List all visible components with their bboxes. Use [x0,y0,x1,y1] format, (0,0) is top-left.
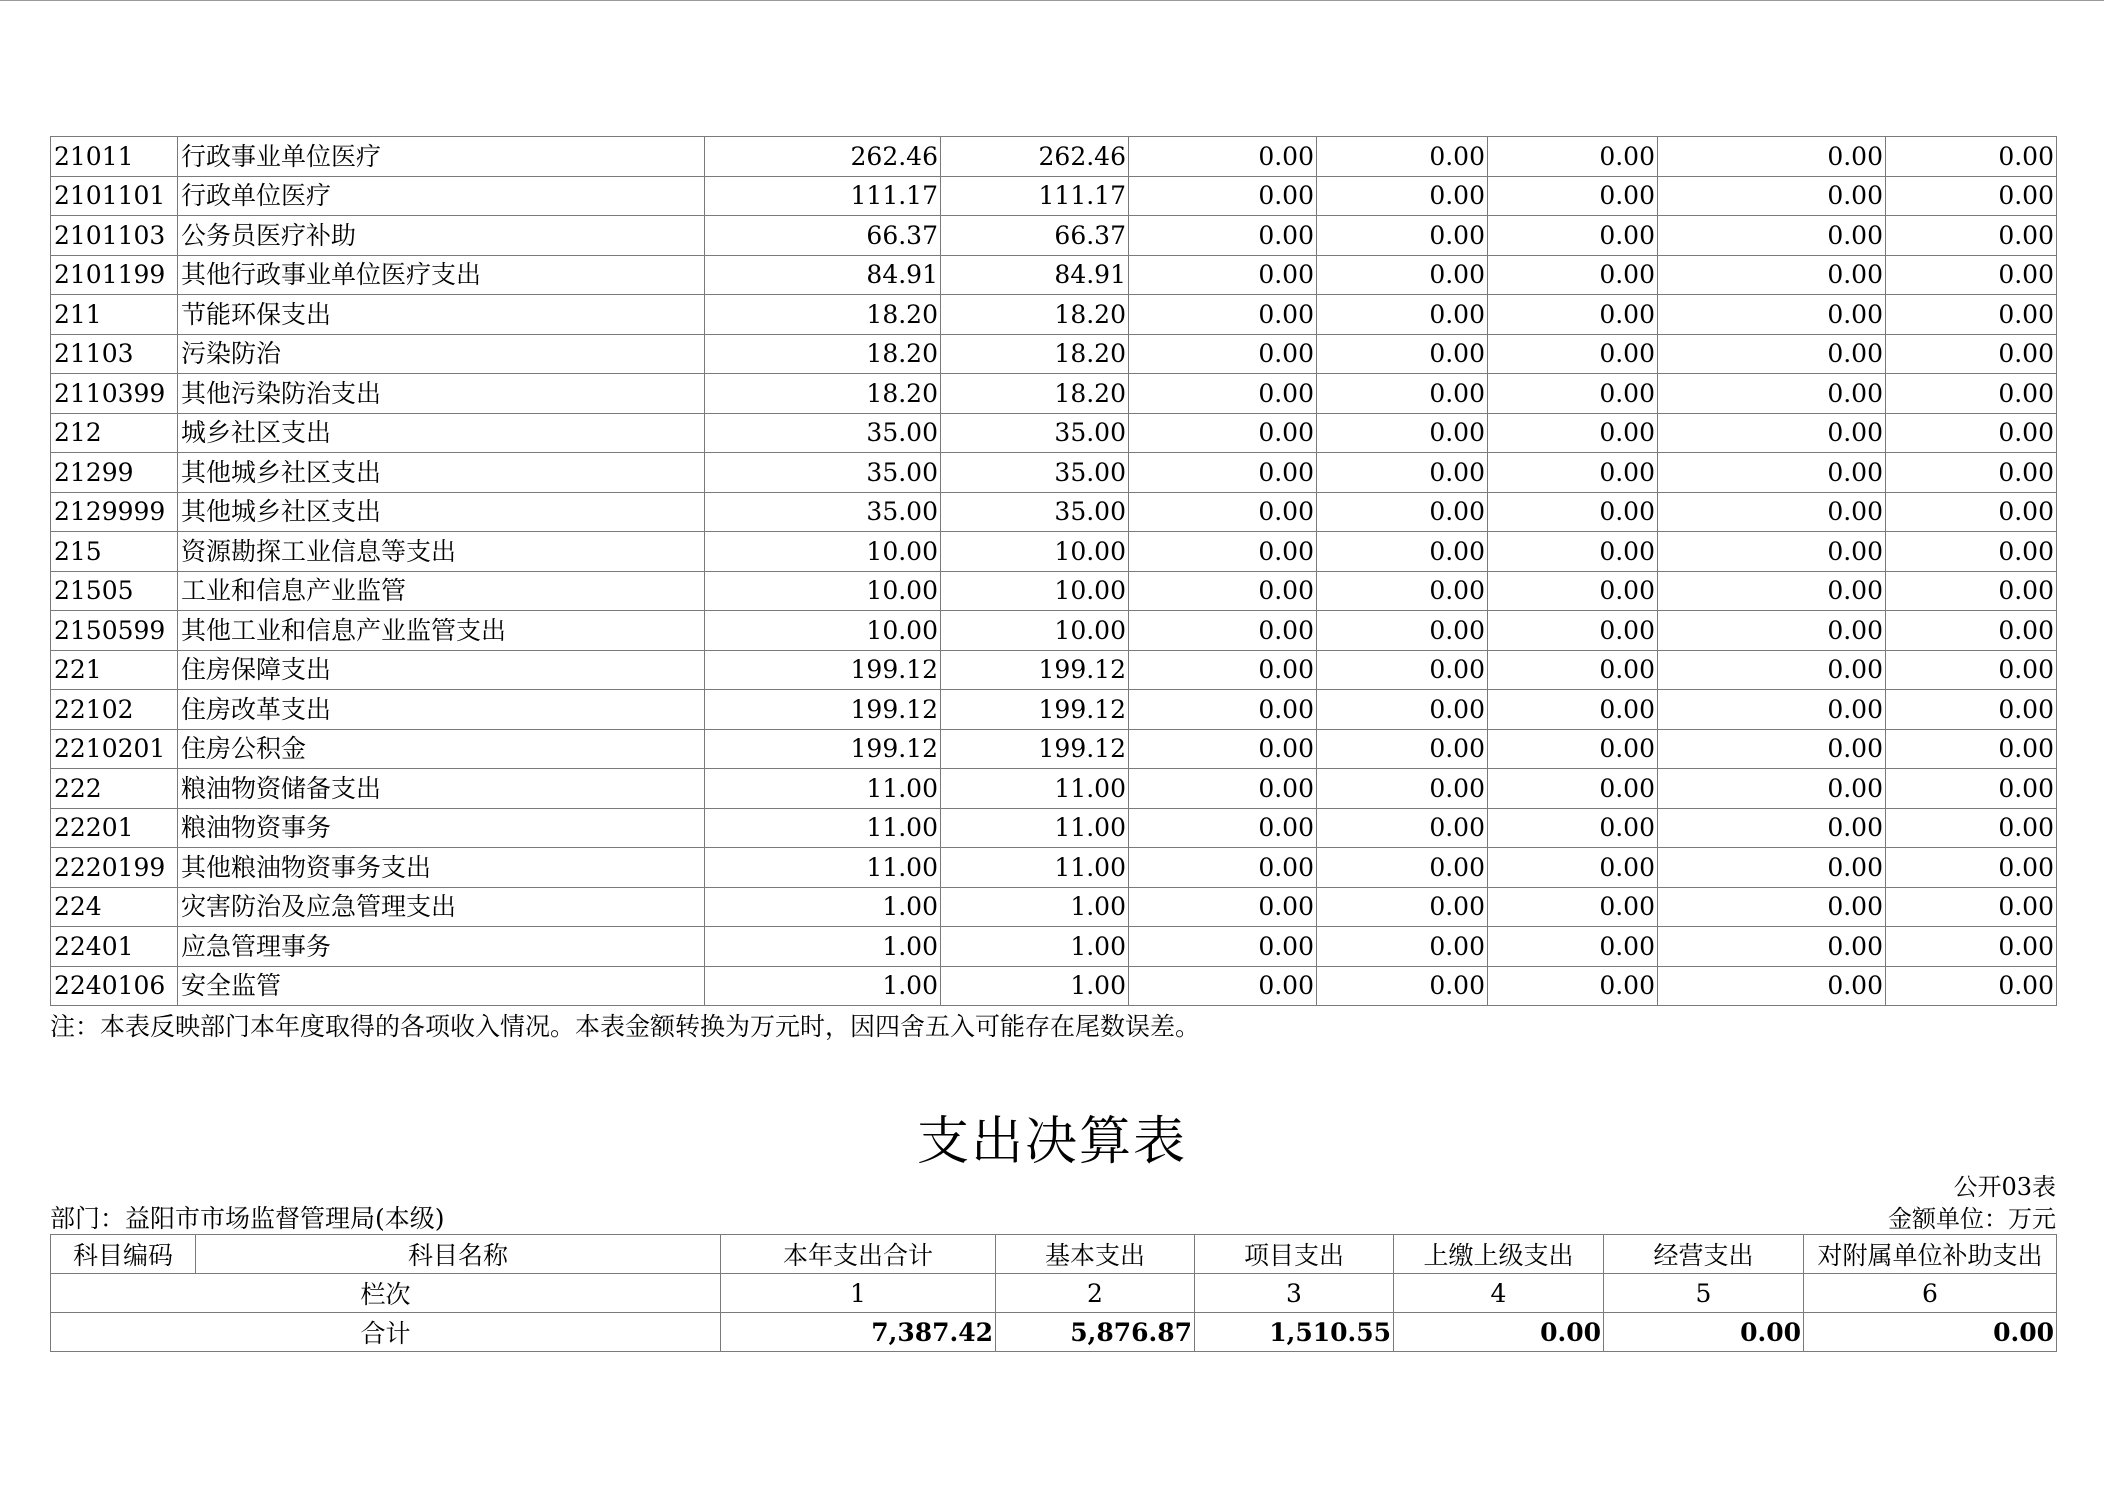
total-subsidy: 0.00 [1804,1313,2057,1352]
cell-col6: 0.00 [1658,650,1886,690]
cell-col4: 0.00 [1317,374,1488,414]
cell-col4: 0.00 [1317,571,1488,611]
cell-col3: 0.00 [1129,927,1317,967]
cell-col7: 0.00 [1886,374,2057,414]
cell-col3: 0.00 [1129,413,1317,453]
cell-code: 224 [51,887,178,927]
cell-total: 11.00 [705,769,941,809]
cell-col6: 0.00 [1658,927,1886,967]
cell-col7: 0.00 [1886,216,2057,256]
cell-fiscal: 18.20 [941,374,1129,414]
header-total: 本年支出合计 [721,1235,996,1274]
cell-total: 111.17 [705,176,941,216]
cell-col4: 0.00 [1317,808,1488,848]
cell-col6: 0.00 [1658,966,1886,1006]
cell-fiscal: 111.17 [941,176,1129,216]
cell-fiscal: 10.00 [941,532,1129,572]
cell-col4: 0.00 [1317,650,1488,690]
total-label: 合计 [51,1313,721,1352]
cell-total: 18.20 [705,334,941,374]
table-row [51,255,2057,295]
cell-total: 10.00 [705,611,941,651]
cell-col4: 0.00 [1317,611,1488,651]
cell-col4: 0.00 [1317,176,1488,216]
cell-fiscal: 10.00 [941,611,1129,651]
cell-col4: 0.00 [1317,690,1488,730]
cell-total: 1.00 [705,966,941,1006]
cell-name: 行政事业单位医疗 [178,137,705,177]
cell-name: 灾害防治及应急管理支出 [178,887,705,927]
cell-code: 22201 [51,808,178,848]
table-row [51,927,2057,967]
table-row [51,769,2057,809]
cell-code: 222 [51,769,178,809]
amount-unit-label: 金额单位：万元 [1888,1205,2056,1233]
cell-col7: 0.00 [1886,334,2057,374]
cell-col6: 0.00 [1658,887,1886,927]
table-row [51,216,2057,256]
department-label: 部门：益阳市市场监督管理局(本级) [50,1204,445,1233]
cell-name: 安全监管 [178,966,705,1006]
total-project: 1,510.55 [1195,1313,1394,1352]
cell-col4: 0.00 [1317,453,1488,493]
cell-col5: 0.00 [1488,927,1658,967]
cell-code: 2210201 [51,729,178,769]
cell-col3: 0.00 [1129,492,1317,532]
cell-col7: 0.00 [1886,176,2057,216]
cell-total: 199.12 [705,729,941,769]
cell-col5: 0.00 [1488,848,1658,888]
cell-total: 84.91 [705,255,941,295]
cell-code: 2101101 [51,176,178,216]
cell-name: 其他城乡社区支出 [178,453,705,493]
cell-total: 18.20 [705,295,941,335]
cell-col6: 0.00 [1658,413,1886,453]
cell-col7: 0.00 [1886,887,2057,927]
cell-col4: 0.00 [1317,413,1488,453]
cell-col6: 0.00 [1658,374,1886,414]
table-row [51,808,2057,848]
cell-col3: 0.00 [1129,453,1317,493]
total-expense: 7,387.42 [721,1313,996,1352]
cell-col7: 0.00 [1886,571,2057,611]
cell-name: 节能环保支出 [178,295,705,335]
table-row [51,453,2057,493]
cell-total: 10.00 [705,571,941,611]
cell-code: 221 [51,650,178,690]
cell-col7: 0.00 [1886,808,2057,848]
cell-col3: 0.00 [1129,650,1317,690]
cell-col3: 0.00 [1129,808,1317,848]
column-number-4: 4 [1394,1274,1604,1313]
table-row [51,848,2057,888]
cell-total: 35.00 [705,492,941,532]
header-subsidy: 对附属单位补助支出 [1804,1235,2057,1274]
cell-fiscal: 11.00 [941,848,1129,888]
cell-col5: 0.00 [1488,966,1658,1006]
cell-col6: 0.00 [1658,255,1886,295]
header-project: 项目支出 [1195,1235,1394,1274]
cell-col4: 0.00 [1317,927,1488,967]
cell-col7: 0.00 [1886,611,2057,651]
cell-col7: 0.00 [1886,769,2057,809]
table-row [51,887,2057,927]
cell-fiscal: 35.00 [941,492,1129,532]
cell-code: 22401 [51,927,178,967]
cell-col5: 0.00 [1488,690,1658,730]
cell-col6: 0.00 [1658,453,1886,493]
table-row [51,374,2057,414]
cell-code: 215 [51,532,178,572]
cell-name: 污染防治 [178,334,705,374]
cell-col7: 0.00 [1886,295,2057,335]
cell-total: 11.00 [705,848,941,888]
cell-col5: 0.00 [1488,295,1658,335]
cell-fiscal: 84.91 [941,255,1129,295]
table-row [51,295,2057,335]
cell-col5: 0.00 [1488,334,1658,374]
cell-col7: 0.00 [1886,453,2057,493]
cell-total: 1.00 [705,927,941,967]
cell-name: 应急管理事务 [178,927,705,967]
cell-total: 262.46 [705,137,941,177]
cell-col6: 0.00 [1658,571,1886,611]
cell-col3: 0.00 [1129,769,1317,809]
column-number-2: 2 [996,1274,1195,1313]
header-superior: 上缴上级支出 [1394,1235,1604,1274]
column-number-label: 栏次 [51,1274,721,1313]
cell-col3: 0.00 [1129,887,1317,927]
cell-name: 粮油物资事务 [178,808,705,848]
cell-col5: 0.00 [1488,374,1658,414]
cell-col5: 0.00 [1488,769,1658,809]
cell-name: 行政单位医疗 [178,176,705,216]
cell-col5: 0.00 [1488,611,1658,651]
page-title: 支出决算表 [916,1112,1187,1172]
cell-col7: 0.00 [1886,255,2057,295]
cell-col4: 0.00 [1317,137,1488,177]
cell-col5: 0.00 [1488,808,1658,848]
cell-col5: 0.00 [1488,255,1658,295]
cell-name: 资源勘探工业信息等支出 [178,532,705,572]
cell-col7: 0.00 [1886,927,2057,967]
column-number-1: 1 [721,1274,996,1313]
cell-code: 21505 [51,571,178,611]
cell-code: 2101199 [51,255,178,295]
cell-total: 10.00 [705,532,941,572]
cell-code: 21011 [51,137,178,177]
column-number-5: 5 [1604,1274,1804,1313]
cell-col7: 0.00 [1886,729,2057,769]
expense-table [50,1234,2057,1352]
column-number-6: 6 [1804,1274,2057,1313]
cell-col7: 0.00 [1886,492,2057,532]
cell-col7: 0.00 [1886,966,2057,1006]
table-row [51,690,2057,730]
cell-col3: 0.00 [1129,216,1317,256]
total-basic: 5,876.87 [996,1313,1195,1352]
cell-col5: 0.00 [1488,887,1658,927]
cell-fiscal: 18.20 [941,295,1129,335]
cell-col5: 0.00 [1488,571,1658,611]
cell-col4: 0.00 [1317,492,1488,532]
cell-col6: 0.00 [1658,532,1886,572]
cell-col7: 0.00 [1886,532,2057,572]
cell-col3: 0.00 [1129,334,1317,374]
cell-col5: 0.00 [1488,413,1658,453]
cell-col4: 0.00 [1317,295,1488,335]
cell-fiscal: 1.00 [941,966,1129,1006]
table-row [51,729,2057,769]
cell-name: 粮油物资储备支出 [178,769,705,809]
cell-total: 35.00 [705,413,941,453]
cell-col4: 0.00 [1317,887,1488,927]
cell-col6: 0.00 [1658,216,1886,256]
total-superior: 0.00 [1394,1313,1604,1352]
total-row [51,1313,2057,1352]
cell-code: 22102 [51,690,178,730]
cell-code: 2101103 [51,216,178,256]
cell-col3: 0.00 [1129,848,1317,888]
cell-total: 18.20 [705,374,941,414]
cell-col6: 0.00 [1658,611,1886,651]
cell-col5: 0.00 [1488,137,1658,177]
table-row [51,334,2057,374]
table-row [51,966,2057,1006]
cell-fiscal: 1.00 [941,927,1129,967]
cell-col5: 0.00 [1488,532,1658,572]
column-number-3: 3 [1195,1274,1394,1313]
cell-total: 35.00 [705,453,941,493]
header-business: 经营支出 [1604,1235,1804,1274]
cell-col3: 0.00 [1129,611,1317,651]
cell-code: 2240106 [51,966,178,1006]
form-number: 公开03表 [1953,1173,2056,1201]
cell-fiscal: 66.37 [941,216,1129,256]
cell-fiscal: 11.00 [941,808,1129,848]
header-name: 科目名称 [196,1235,721,1274]
cell-fiscal: 18.20 [941,334,1129,374]
cell-col5: 0.00 [1488,216,1658,256]
cell-total: 66.37 [705,216,941,256]
expense-header-row [51,1235,2057,1274]
cell-name: 其他污染防治支出 [178,374,705,414]
cell-col4: 0.00 [1317,216,1488,256]
cell-fiscal: 1.00 [941,887,1129,927]
cell-col3: 0.00 [1129,532,1317,572]
cell-col4: 0.00 [1317,255,1488,295]
cell-col6: 0.00 [1658,769,1886,809]
cell-code: 211 [51,295,178,335]
cell-col6: 0.00 [1658,492,1886,532]
cell-code: 2220199 [51,848,178,888]
cell-total: 11.00 [705,808,941,848]
cell-name: 住房保障支出 [178,650,705,690]
cell-col4: 0.00 [1317,966,1488,1006]
cell-col6: 0.00 [1658,690,1886,730]
table-row [51,492,2057,532]
cell-code: 2129999 [51,492,178,532]
cell-col3: 0.00 [1129,966,1317,1006]
cell-fiscal: 11.00 [941,769,1129,809]
header-basic: 基本支出 [996,1235,1195,1274]
cell-col6: 0.00 [1658,295,1886,335]
cell-col5: 0.00 [1488,650,1658,690]
cell-code: 212 [51,413,178,453]
cell-name: 其他工业和信息产业监管支出 [178,611,705,651]
cell-fiscal: 35.00 [941,453,1129,493]
total-business: 0.00 [1604,1313,1804,1352]
cell-fiscal: 10.00 [941,571,1129,611]
cell-fiscal: 199.12 [941,729,1129,769]
table-row [51,176,2057,216]
table-row [51,571,2057,611]
table-row [51,611,2057,651]
cell-fiscal: 35.00 [941,413,1129,453]
header-code: 科目编码 [51,1235,196,1274]
cell-col7: 0.00 [1886,848,2057,888]
cell-col7: 0.00 [1886,413,2057,453]
cell-col7: 0.00 [1886,650,2057,690]
cell-col4: 0.00 [1317,848,1488,888]
cell-name: 住房改革支出 [178,690,705,730]
cell-code: 21299 [51,453,178,493]
cell-total: 1.00 [705,887,941,927]
cell-name: 其他行政事业单位医疗支出 [178,255,705,295]
cell-fiscal: 262.46 [941,137,1129,177]
cell-col6: 0.00 [1658,176,1886,216]
cell-name: 其他粮油物资事务支出 [178,848,705,888]
table-row [51,137,2057,177]
table-note: 注：本表反映部门本年度取得的各项收入情况。本表金额转换为万元时，因四舍五入可能存在尾数误差。 [50,1012,1201,1041]
cell-col5: 0.00 [1488,453,1658,493]
cell-col4: 0.00 [1317,334,1488,374]
cell-total: 199.12 [705,690,941,730]
cell-col3: 0.00 [1129,690,1317,730]
cell-name: 城乡社区支出 [178,413,705,453]
cell-col5: 0.00 [1488,729,1658,769]
cell-col7: 0.00 [1886,690,2057,730]
table-row [51,532,2057,572]
table-row [51,413,2057,453]
cell-code: 2150599 [51,611,178,651]
cell-name: 公务员医疗补助 [178,216,705,256]
cell-name: 住房公积金 [178,729,705,769]
cell-col3: 0.00 [1129,295,1317,335]
cell-col3: 0.00 [1129,571,1317,611]
cell-col6: 0.00 [1658,729,1886,769]
cell-col4: 0.00 [1317,729,1488,769]
cell-col3: 0.00 [1129,374,1317,414]
income-table [50,136,2057,1006]
cell-fiscal: 199.12 [941,650,1129,690]
cell-col3: 0.00 [1129,176,1317,216]
cell-col3: 0.00 [1129,255,1317,295]
cell-name: 工业和信息产业监管 [178,571,705,611]
cell-code: 21103 [51,334,178,374]
column-number-row [51,1274,2057,1313]
cell-col6: 0.00 [1658,808,1886,848]
cell-name: 其他城乡社区支出 [178,492,705,532]
table-row [51,650,2057,690]
cell-col4: 0.00 [1317,769,1488,809]
cell-col4: 0.00 [1317,532,1488,572]
cell-col7: 0.00 [1886,137,2057,177]
cell-col5: 0.00 [1488,492,1658,532]
cell-code: 2110399 [51,374,178,414]
cell-col3: 0.00 [1129,729,1317,769]
cell-total: 199.12 [705,650,941,690]
cell-col6: 0.00 [1658,848,1886,888]
cell-fiscal: 199.12 [941,690,1129,730]
cell-col6: 0.00 [1658,334,1886,374]
cell-col5: 0.00 [1488,176,1658,216]
cell-col3: 0.00 [1129,137,1317,177]
cell-col6: 0.00 [1658,137,1886,177]
